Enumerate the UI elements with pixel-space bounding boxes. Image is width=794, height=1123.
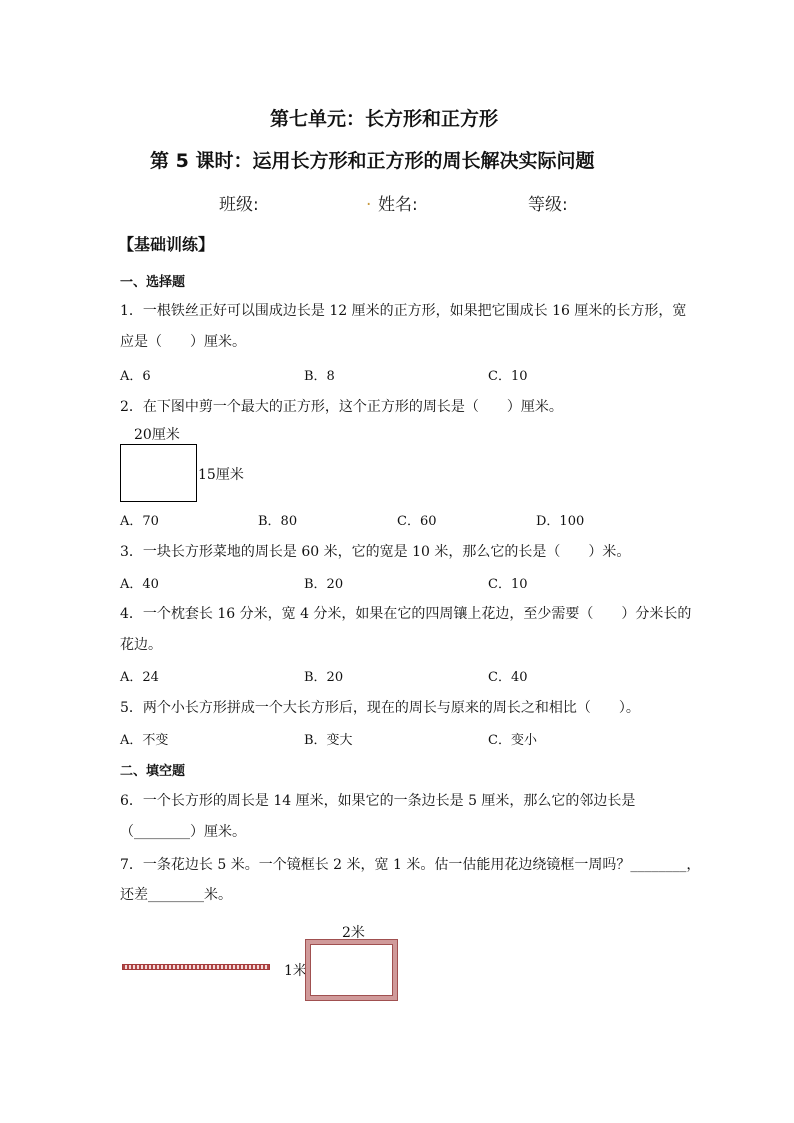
- q5-option-c: C．变小: [488, 733, 537, 748]
- section-heading: 【基础训练】: [118, 235, 215, 254]
- q2-figure-top-label: 20厘米: [134, 427, 180, 443]
- q1-text-line2: 应是（ ）厘米。: [120, 334, 246, 350]
- q5-option-b: B．变大: [304, 733, 353, 748]
- q4-text-line2: 花边。: [120, 637, 162, 653]
- q1-option-a: A．6: [120, 369, 151, 384]
- q6-text-line2: （________）厘米。: [120, 824, 246, 840]
- q4-text-line1: 4．一个枕套长 16 分米，宽 4 分米，如果在它的四周镶上花边，至少需要（ ）分米长的: [120, 606, 692, 622]
- q7-text-line1: 7．一条花边长 5 米。一个镜框长 2 米，宽 1 米。估一估能用花边绕镜框一周吗？________，: [120, 857, 701, 873]
- separator-dot: .: [366, 190, 372, 210]
- q1-text-line1: 1．一根铁丝正好可以围成边长是 12 厘米的正方形，如果把它围成长 16 厘米的长方形，宽: [120, 303, 687, 319]
- lace-strip-figure: [122, 964, 270, 970]
- mirror-frame-inner: [310, 944, 393, 996]
- q4-option-b: B．20: [304, 670, 344, 685]
- q3-option-b: B．20: [304, 577, 344, 592]
- q1-option-b: B．8: [304, 369, 335, 384]
- part1-heading: 一、选择题: [120, 275, 186, 290]
- grade-label: 等级:: [528, 195, 568, 215]
- lesson-title: 第 5 课时：运用长方形和正方形的周长解决实际问题: [150, 150, 595, 172]
- q4-option-a: A．24: [120, 670, 159, 685]
- q3-option-a: A．40: [120, 577, 159, 592]
- q2-option-d: D．100: [536, 514, 585, 529]
- q2-figure-side-label: 15厘米: [198, 467, 244, 483]
- q5-text: 5．两个小长方形拼成一个大长方形后，现在的周长与原来的周长之和相比（ ）。: [120, 700, 640, 716]
- q3-option-c: C．10: [488, 577, 528, 592]
- q2-text: 2．在下图中剪一个最大的正方形，这个正方形的周长是（ ）厘米。: [120, 399, 563, 415]
- q6-text-line1: 6．一个长方形的周长是 14 厘米，如果它的一条边长是 5 厘米，那么它的邻边长是: [120, 793, 636, 809]
- q2-rectangle-figure: [118, 424, 258, 506]
- name-label: 姓名:: [378, 195, 418, 215]
- class-label: 班级:: [219, 195, 259, 215]
- q1-option-c: C．10: [488, 369, 528, 384]
- part2-heading: 二、填空题: [120, 764, 186, 779]
- q3-text: 3．一块长方形菜地的周长是 60 米，它的宽是 10 米，那么它的长是（ ）米。: [120, 544, 631, 560]
- q2-option-a: A．70: [120, 514, 159, 529]
- q7-frame-top-label: 2米: [342, 925, 365, 941]
- q7-text-line2: 还差________米。: [120, 887, 232, 903]
- q2-option-b: B．80: [258, 514, 298, 529]
- q5-option-a: A．不变: [120, 733, 169, 748]
- q2-option-c: C．60: [397, 514, 437, 529]
- page-title: 第七单元：长方形和正方形: [270, 108, 499, 130]
- q7-frame-side-label: 1米: [284, 963, 307, 979]
- q4-option-c: C．40: [488, 670, 528, 685]
- q2-rectangle: [120, 444, 197, 502]
